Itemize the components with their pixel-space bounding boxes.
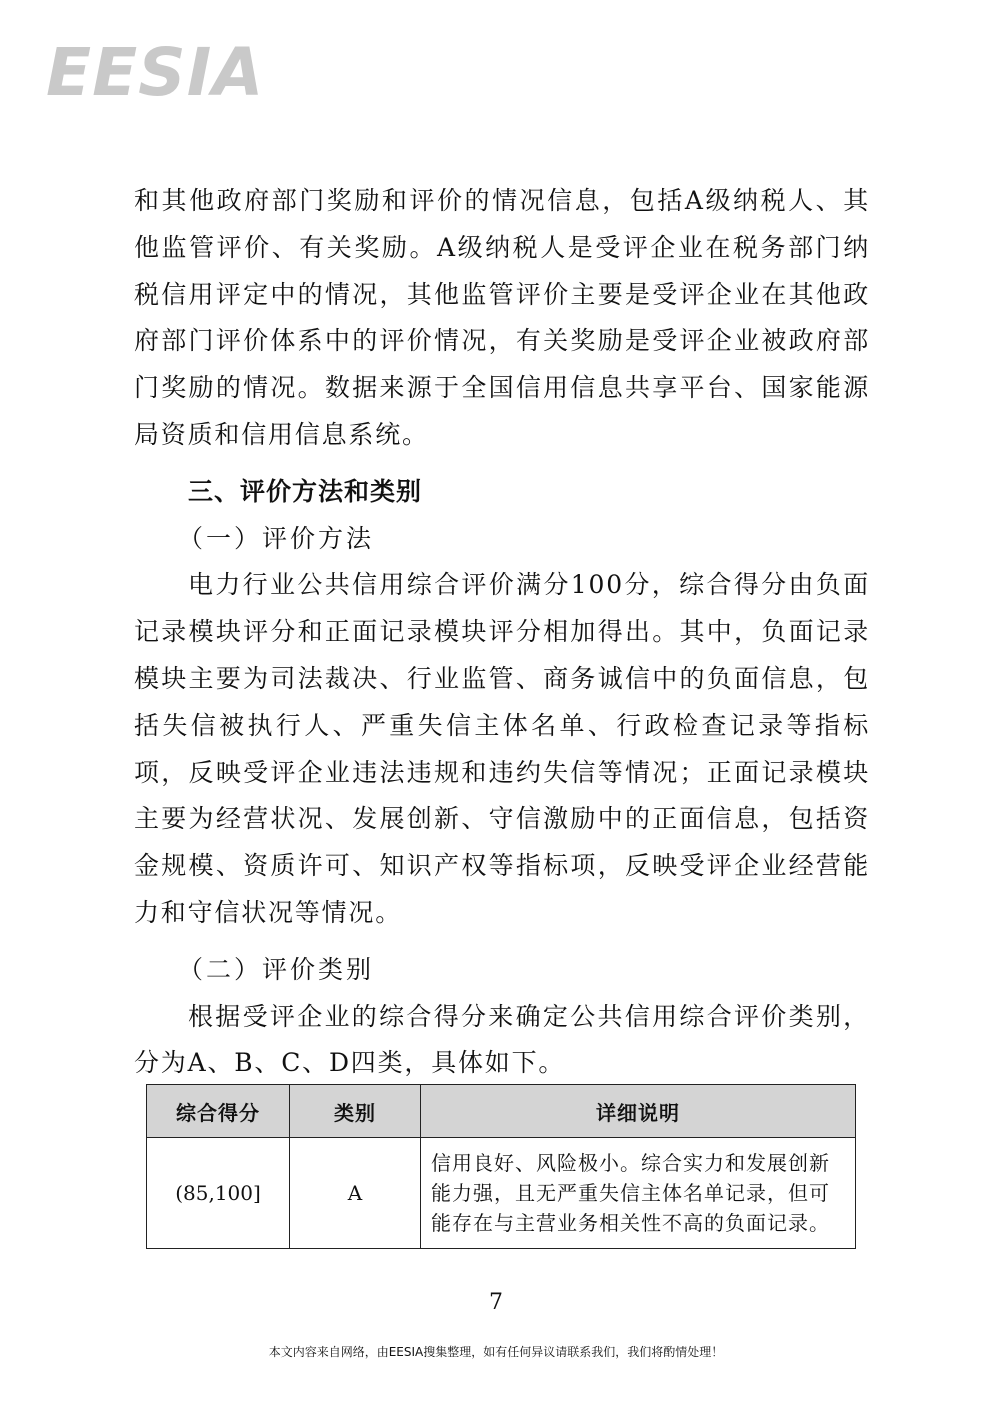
cell-description: 信用良好、风险极小。综合实力和发展创新能力强，且无严重失信主体名单记录，但可能存在与主营业务相关性不高的负面记录。 [421,1138,856,1249]
cell-score: (85,100] [147,1138,290,1249]
section-title-methods: 三、评价方法和类别 [188,476,423,506]
cell-category: A [290,1138,421,1249]
footer-disclaimer: 本文内容来自网络，由EESIA搜集整理，如有任何异议请联系我们，我们将酌情处理！ [268,1345,724,1359]
page-number: 7 [489,1290,503,1315]
category-table [146,1084,856,1249]
eesia-logo: EESIA [46,34,265,111]
subsection-title-method: （一）评价方法 [178,523,375,553]
paragraph-rewards-info: 和其他政府部门奖励和评价的情况信息，包括A级纳税人、其他监管评价、有关奖励。A级纳税人是受评企业在税务部门纳税信用评定中的情况，其他监管评价主要是受评企业在其他政府部门评价体系中的评价情况，有关奖励是受评企业被政府部门奖励的情况。数据来源于全国信用信息共享平台、国家能源局资质和信用信息系统。 [134,186,870,449]
paragraph-method: 电力行业公共信用综合评价满分100分，综合得分由负面记录模块评分和正面记录模块评分相加得出。其中，负面记录模块主要为司法裁决、行业监管、商务诚信中的负面信息，包括失信被执行人、严重失信主体名单、行政检查记录等指标项，反映受评企业违法违规和违约失信等情况；正面记录模块主要为经营状况、发展创新、守信激励中的正面信息，包括资金规模、资质许可、知识产权等指标项，反映受评企业经营能力和守信状况等情况。 [134,570,870,927]
subsection-title-category: （二）评价类别 [178,954,375,984]
header-description: 详细说明 [421,1085,856,1138]
header-category: 类别 [290,1085,421,1138]
header-score: 综合得分 [147,1085,290,1138]
table-header-row [147,1085,856,1138]
paragraph-category: 根据受评企业的综合得分来确定公共信用综合评价类别，分为A、B、C、D四类，具体如下。 [134,1001,870,1078]
table-row [147,1138,856,1249]
document-body [134,178,870,1087]
